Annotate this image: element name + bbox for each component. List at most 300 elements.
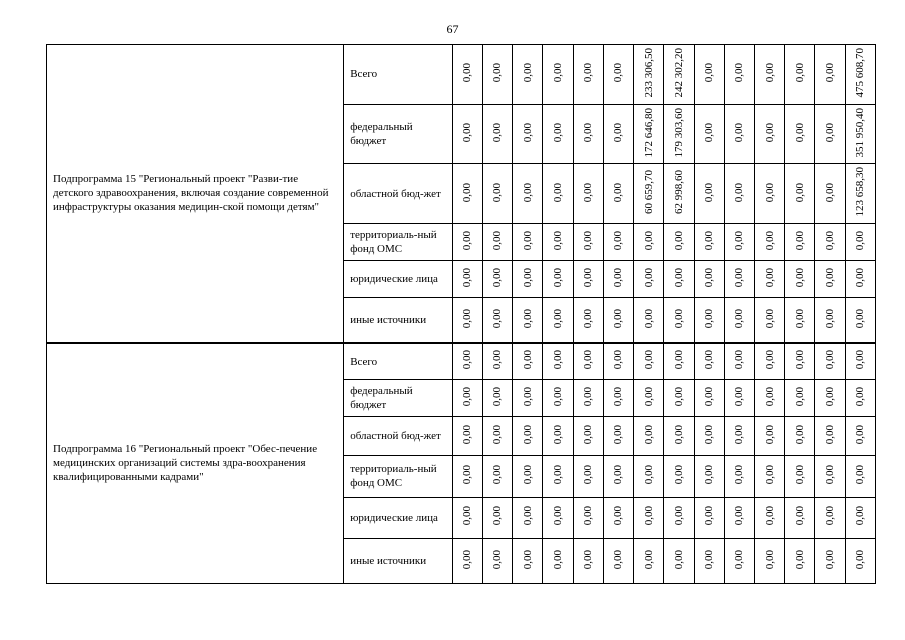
value-text: 0,00 — [703, 230, 716, 251]
value-cell — [634, 380, 664, 417]
value-text: 0,00 — [582, 122, 595, 143]
value-cell — [694, 45, 724, 105]
value-cell — [664, 380, 694, 417]
value-cell — [543, 223, 573, 260]
value-cell — [694, 417, 724, 456]
value-cell — [452, 343, 482, 380]
value-cell — [482, 104, 512, 164]
value-cell — [482, 260, 512, 297]
value-text: 0,00 — [612, 465, 625, 485]
value-text: 0,00 — [521, 122, 534, 143]
value-text: 0,00 — [793, 122, 806, 143]
value-text: 0,00 — [733, 387, 746, 407]
value-text: 0,00 — [733, 549, 746, 569]
value-text: 0,00 — [551, 350, 564, 370]
value-cell — [603, 497, 633, 538]
value-cell — [452, 45, 482, 105]
value-cell — [664, 538, 694, 583]
value-cell — [724, 456, 754, 497]
value-text: 0,00 — [551, 387, 564, 407]
value-text: 0,00 — [672, 387, 685, 407]
value-text: 0,00 — [763, 506, 776, 526]
value-text: 0,00 — [521, 182, 534, 202]
value-text: 0,00 — [793, 506, 806, 526]
value-cell — [664, 223, 694, 260]
value-cell — [694, 538, 724, 583]
value-text: 0,00 — [461, 182, 474, 202]
value-cell — [543, 298, 573, 343]
value-text: 0,00 — [824, 267, 837, 288]
value-cell — [482, 538, 512, 583]
value-text: 0,00 — [733, 465, 746, 485]
value-cell — [603, 456, 633, 497]
value-cell — [452, 538, 482, 583]
value-text: 0,00 — [642, 465, 655, 485]
value-text: 0,00 — [551, 549, 564, 569]
value-text: 0,00 — [491, 122, 504, 143]
value-cell — [754, 104, 784, 164]
value-cell — [815, 223, 845, 260]
value-text: 0,00 — [824, 465, 837, 485]
value-cell — [513, 164, 543, 224]
value-cell — [785, 343, 815, 380]
value-cell — [573, 45, 603, 105]
value-cell — [785, 298, 815, 343]
value-cell — [452, 380, 482, 417]
value-cell — [754, 45, 784, 105]
value-text: 123 658,30 — [854, 167, 867, 217]
value-cell — [513, 380, 543, 417]
value-cell — [664, 104, 694, 164]
value-text: 0,00 — [672, 230, 685, 251]
value-cell — [754, 223, 784, 260]
value-cell — [754, 343, 784, 380]
value-cell — [664, 417, 694, 456]
value-cell — [724, 538, 754, 583]
value-text: 0,00 — [551, 63, 564, 83]
value-text: 0,00 — [854, 308, 867, 328]
value-cell — [845, 380, 875, 417]
value-cell — [754, 260, 784, 297]
value-cell — [694, 343, 724, 380]
value-text: 0,00 — [854, 549, 867, 569]
table-row — [47, 45, 876, 105]
value-text: 0,00 — [733, 425, 746, 445]
funding-source-label: областной бюд-жет — [344, 164, 452, 224]
value-cell — [694, 380, 724, 417]
value-cell — [573, 260, 603, 297]
value-text: 0,00 — [521, 549, 534, 569]
value-text: 0,00 — [612, 308, 625, 328]
value-cell — [543, 380, 573, 417]
value-cell — [815, 104, 845, 164]
value-text: 0,00 — [582, 267, 595, 288]
value-cell — [694, 497, 724, 538]
value-text: 0,00 — [582, 465, 595, 485]
value-text: 0,00 — [854, 425, 867, 445]
value-text: 0,00 — [824, 506, 837, 526]
value-text: 0,00 — [824, 308, 837, 328]
value-text: 0,00 — [703, 182, 716, 202]
value-cell — [754, 380, 784, 417]
value-text: 0,00 — [521, 308, 534, 328]
value-cell — [724, 298, 754, 343]
value-text: 0,00 — [763, 267, 776, 288]
value-cell — [845, 538, 875, 583]
funding-source-label: юридические лица — [344, 260, 452, 297]
funding-source-label: областной бюд-жет — [344, 417, 452, 456]
value-text: 0,00 — [672, 549, 685, 569]
value-text: 0,00 — [612, 549, 625, 569]
value-cell — [603, 298, 633, 343]
value-text: 0,00 — [491, 230, 504, 251]
value-text: 0,00 — [582, 308, 595, 328]
value-cell — [482, 343, 512, 380]
value-text: 0,00 — [824, 425, 837, 445]
value-cell — [694, 456, 724, 497]
value-cell — [845, 260, 875, 297]
value-cell — [815, 380, 845, 417]
value-text: 0,00 — [703, 549, 716, 569]
value-cell — [573, 456, 603, 497]
value-text: 0,00 — [521, 387, 534, 407]
value-text: 0,00 — [521, 63, 534, 83]
value-text: 0,00 — [461, 350, 474, 370]
value-cell — [785, 417, 815, 456]
value-text: 0,00 — [703, 308, 716, 328]
value-text: 0,00 — [793, 308, 806, 328]
value-cell — [815, 45, 845, 105]
value-text: 0,00 — [703, 465, 716, 485]
value-text: 0,00 — [733, 308, 746, 328]
value-cell — [634, 260, 664, 297]
value-cell — [513, 298, 543, 343]
value-cell — [452, 417, 482, 456]
value-cell — [543, 104, 573, 164]
value-cell — [573, 497, 603, 538]
value-cell — [634, 343, 664, 380]
value-cell — [634, 456, 664, 497]
value-cell — [573, 343, 603, 380]
value-cell — [845, 456, 875, 497]
value-cell — [513, 456, 543, 497]
value-cell — [815, 164, 845, 224]
value-cell — [543, 417, 573, 456]
value-cell — [694, 104, 724, 164]
value-cell — [573, 164, 603, 224]
value-cell — [603, 45, 633, 105]
value-cell — [573, 538, 603, 583]
value-text: 0,00 — [491, 182, 504, 202]
value-cell — [452, 456, 482, 497]
value-cell — [845, 45, 875, 105]
value-cell — [724, 260, 754, 297]
value-cell — [785, 497, 815, 538]
funding-source-label: иные источники — [344, 538, 452, 583]
value-text: 0,00 — [491, 308, 504, 328]
value-text: 0,00 — [793, 267, 806, 288]
value-text: 0,00 — [521, 230, 534, 251]
value-text: 0,00 — [824, 122, 837, 143]
value-cell — [513, 538, 543, 583]
value-text: 0,00 — [703, 267, 716, 288]
value-text: 0,00 — [672, 465, 685, 485]
value-text: 0,00 — [703, 63, 716, 83]
value-text: 0,00 — [612, 230, 625, 251]
value-text: 0,00 — [642, 506, 655, 526]
funding-source-label: территориаль-ный фонд ОМС — [344, 223, 452, 260]
value-cell — [543, 456, 573, 497]
value-cell — [724, 343, 754, 380]
value-cell — [815, 298, 845, 343]
value-cell — [785, 104, 815, 164]
value-text: 0,00 — [612, 506, 625, 526]
value-cell — [664, 45, 694, 105]
value-cell — [482, 164, 512, 224]
value-cell — [845, 298, 875, 343]
value-cell — [513, 497, 543, 538]
value-text: 0,00 — [703, 506, 716, 526]
funding-source-label: федеральный бюджет — [344, 104, 452, 164]
value-text: 0,00 — [703, 425, 716, 445]
value-text: 0,00 — [582, 387, 595, 407]
value-cell — [482, 456, 512, 497]
value-text: 0,00 — [642, 387, 655, 407]
value-text: 179 303,60 — [672, 107, 685, 158]
value-text: 0,00 — [824, 182, 837, 202]
budget-table — [46, 44, 876, 584]
value-cell — [634, 417, 664, 456]
value-cell — [573, 298, 603, 343]
value-text: 0,00 — [672, 308, 685, 328]
value-text: 0,00 — [733, 506, 746, 526]
value-text: 0,00 — [642, 549, 655, 569]
value-text: 0,00 — [582, 350, 595, 370]
value-text: 0,00 — [763, 63, 776, 83]
value-cell — [664, 497, 694, 538]
value-cell — [482, 298, 512, 343]
value-cell — [603, 417, 633, 456]
funding-source-label: юридические лица — [344, 497, 452, 538]
value-cell — [543, 45, 573, 105]
value-text: 0,00 — [763, 387, 776, 407]
value-text: 0,00 — [824, 387, 837, 407]
value-text: 0,00 — [612, 182, 625, 202]
value-text: 0,00 — [521, 350, 534, 370]
value-cell — [785, 380, 815, 417]
value-cell — [815, 260, 845, 297]
value-text: 0,00 — [733, 122, 746, 143]
value-cell — [513, 417, 543, 456]
value-cell — [543, 343, 573, 380]
value-cell — [724, 417, 754, 456]
value-text: 0,00 — [733, 63, 746, 83]
value-cell — [694, 298, 724, 343]
value-cell — [452, 298, 482, 343]
value-text: 0,00 — [461, 387, 474, 407]
value-cell — [482, 380, 512, 417]
value-cell — [573, 380, 603, 417]
value-cell — [452, 164, 482, 224]
value-cell — [603, 343, 633, 380]
value-cell — [724, 223, 754, 260]
value-text: 0,00 — [491, 350, 504, 370]
value-cell — [634, 164, 664, 224]
value-text: 0,00 — [793, 465, 806, 485]
value-text: 0,00 — [824, 350, 837, 370]
value-cell — [815, 343, 845, 380]
value-text: 0,00 — [461, 230, 474, 251]
value-text: 0,00 — [793, 182, 806, 202]
value-cell — [452, 260, 482, 297]
value-cell — [482, 417, 512, 456]
value-text: 0,00 — [582, 182, 595, 202]
value-text: 233 306,50 — [642, 48, 655, 98]
value-text: 62 998,60 — [672, 170, 685, 215]
value-text: 60 659,70 — [642, 170, 655, 215]
value-cell — [573, 104, 603, 164]
value-text: 0,00 — [551, 308, 564, 328]
value-cell — [815, 417, 845, 456]
value-text: 0,00 — [733, 267, 746, 288]
value-text: 0,00 — [491, 63, 504, 83]
value-cell — [845, 223, 875, 260]
value-text: 0,00 — [461, 425, 474, 445]
value-cell — [452, 104, 482, 164]
value-cell — [573, 417, 603, 456]
program-name: Подпрограмма 15 "Региональный проект "Разви-тие детского здравоохранения, включая создание современной инфраструктуры оказания медицин-ской помощи детям" — [47, 45, 344, 343]
value-text: 0,00 — [854, 267, 867, 288]
value-text: 0,00 — [672, 506, 685, 526]
value-text: 0,00 — [582, 63, 595, 83]
value-text: 0,00 — [763, 308, 776, 328]
value-text: 0,00 — [521, 425, 534, 445]
table-row — [47, 343, 876, 380]
value-cell — [573, 223, 603, 260]
value-text: 0,00 — [612, 425, 625, 445]
value-cell — [513, 223, 543, 260]
value-cell — [724, 164, 754, 224]
value-text: 0,00 — [824, 230, 837, 251]
value-text: 0,00 — [461, 308, 474, 328]
value-cell — [664, 298, 694, 343]
value-text: 0,00 — [854, 230, 867, 251]
value-text: 0,00 — [793, 230, 806, 251]
value-text: 0,00 — [551, 182, 564, 202]
value-text: 0,00 — [582, 230, 595, 251]
value-text: 0,00 — [642, 267, 655, 288]
value-text: 0,00 — [551, 506, 564, 526]
value-cell — [845, 164, 875, 224]
funding-source-label: Всего — [344, 343, 452, 380]
value-cell — [754, 298, 784, 343]
value-cell — [694, 260, 724, 297]
value-cell — [754, 164, 784, 224]
value-text: 0,00 — [824, 549, 837, 569]
value-text: 0,00 — [763, 230, 776, 251]
value-text: 0,00 — [672, 267, 685, 288]
value-text: 0,00 — [703, 387, 716, 407]
value-cell — [634, 538, 664, 583]
value-cell — [724, 380, 754, 417]
value-text: 0,00 — [551, 465, 564, 485]
value-text: 0,00 — [582, 425, 595, 445]
value-text: 0,00 — [733, 230, 746, 251]
value-cell — [452, 223, 482, 260]
value-cell — [603, 260, 633, 297]
value-cell — [452, 497, 482, 538]
value-text: 0,00 — [854, 506, 867, 526]
value-text: 0,00 — [793, 387, 806, 407]
value-cell — [634, 298, 664, 343]
value-cell — [603, 104, 633, 164]
value-cell — [513, 343, 543, 380]
value-text: 0,00 — [824, 63, 837, 83]
value-cell — [694, 164, 724, 224]
value-text: 0,00 — [672, 425, 685, 445]
value-text: 0,00 — [612, 63, 625, 83]
value-cell — [845, 343, 875, 380]
value-cell — [785, 223, 815, 260]
value-text: 0,00 — [854, 465, 867, 485]
value-cell — [603, 164, 633, 224]
value-cell — [785, 456, 815, 497]
value-text: 0,00 — [672, 350, 685, 370]
value-cell — [513, 104, 543, 164]
value-text: 242 302,20 — [672, 48, 685, 98]
value-text: 0,00 — [642, 308, 655, 328]
value-cell — [845, 417, 875, 456]
value-text: 0,00 — [763, 350, 776, 370]
value-cell — [603, 538, 633, 583]
value-cell — [513, 260, 543, 297]
value-cell — [543, 260, 573, 297]
value-text: 0,00 — [551, 425, 564, 445]
value-text: 0,00 — [763, 122, 776, 143]
page-number: 67 — [446, 22, 459, 36]
value-text: 0,00 — [763, 465, 776, 485]
value-cell — [543, 497, 573, 538]
value-text: 0,00 — [763, 425, 776, 445]
value-cell — [634, 497, 664, 538]
value-cell — [754, 417, 784, 456]
value-text: 0,00 — [521, 465, 534, 485]
value-cell — [785, 260, 815, 297]
value-cell — [815, 497, 845, 538]
value-cell — [482, 45, 512, 105]
value-text: 0,00 — [733, 350, 746, 370]
value-text: 0,00 — [793, 63, 806, 83]
value-text: 0,00 — [793, 425, 806, 445]
value-cell — [724, 45, 754, 105]
value-cell — [754, 538, 784, 583]
value-text: 0,00 — [582, 549, 595, 569]
value-text: 0,00 — [582, 506, 595, 526]
value-cell — [603, 223, 633, 260]
value-text: 0,00 — [703, 350, 716, 370]
value-text: 475 608,70 — [854, 48, 867, 98]
value-text: 0,00 — [793, 350, 806, 370]
value-text: 0,00 — [461, 267, 474, 288]
value-text: 0,00 — [521, 267, 534, 288]
value-text: 0,00 — [854, 350, 867, 370]
value-cell — [845, 104, 875, 164]
value-text: 0,00 — [491, 267, 504, 288]
value-text: 0,00 — [703, 122, 716, 143]
value-text: 0,00 — [642, 425, 655, 445]
funding-source-label: федеральный бюджет — [344, 380, 452, 417]
value-cell — [664, 164, 694, 224]
